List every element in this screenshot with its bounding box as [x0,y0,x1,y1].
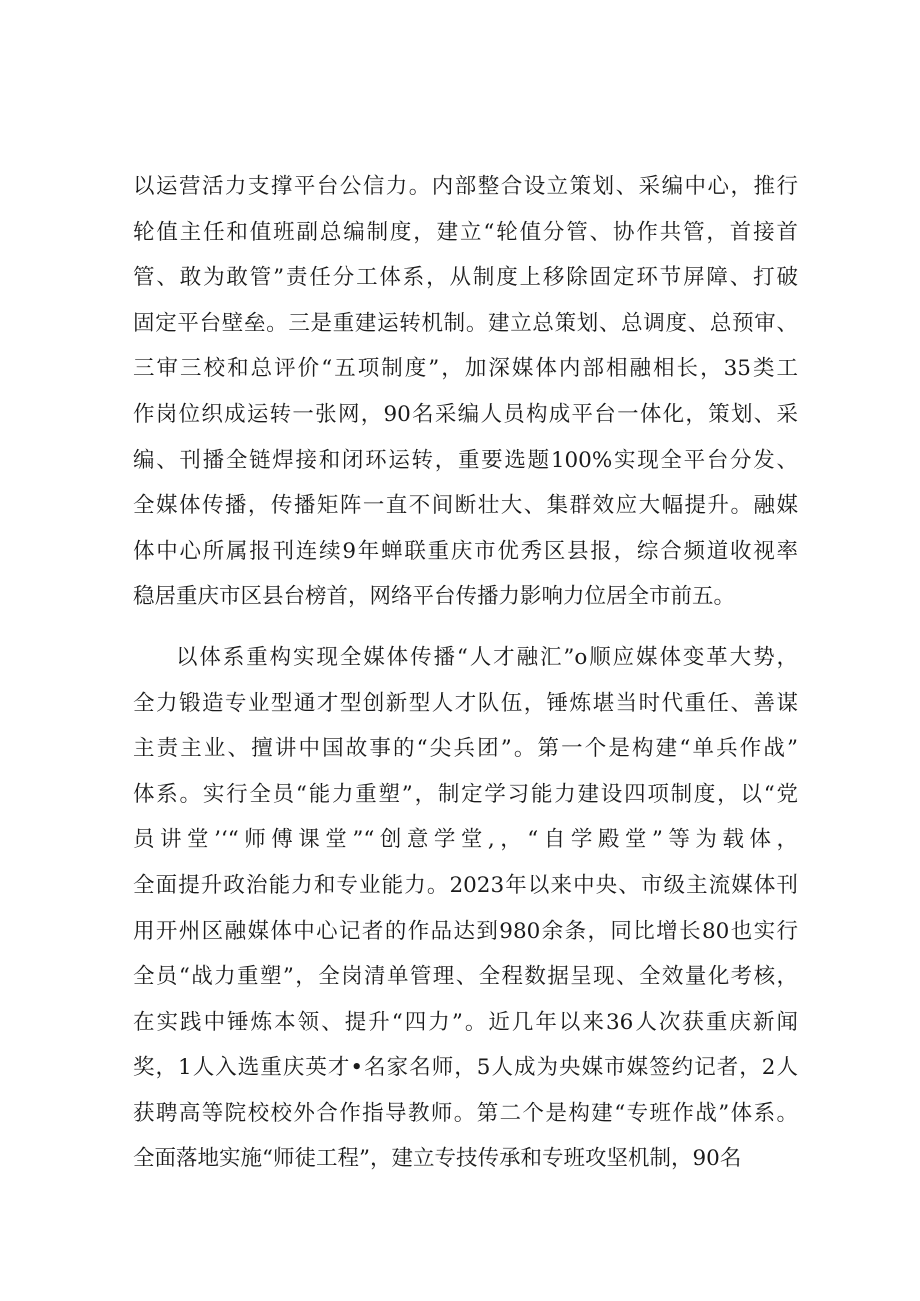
document-page [133,164,798,1182]
text-line: 用开州区融媒体中心记者的作品达到980余条，同比增长80也实行 [133,918,798,944]
text-line: 轮值主任和值班副总编制度，建立“轮值分管、协作共管，首接首 [133,219,798,245]
text-line: 主责主业、擅讲中国故事的“尖兵团”。第一个是构建“单兵作战” [133,736,798,762]
text-line: 以体系重构实现全媒体传播“人才融汇”o顺应媒体变革大势， [176,644,798,670]
text-line: 体系。实行全员“能力重塑”，制定学习能力建设四项制度，以“党 [133,781,798,807]
text-line: 获聘高等院校校外合作指导教师。第二个是构建“专班作战”体系。 [133,1100,798,1126]
text-line: 奖，1人入选重庆英才•名家名师，5人成为央媒市媒签约记者，2人 [133,1055,798,1081]
text-line: 全力锻造专业型通才型创新型人才队伍，锤炼堪当时代重任、善谋 [133,690,798,716]
text-line: 稳居重庆市区县台榜首，网络平台传播力影响力位居全市前五。 [133,584,736,610]
text-line: 员讲堂’‘“师傅课堂”“创意学堂,，“自学殿堂”等为载体， [133,827,798,853]
text-line: 全面落地实施“师徒工程”，建立专技传承和专班攻坚机制，90名 [133,1146,742,1172]
text-line: 全员“战力重塑”，全岗清单管理、全程数据呈现、全效量化考核， [133,964,798,990]
paragraph-1 [133,164,798,620]
text-line: 作岗位织成运转一张网，90名采编人员构成平台一体化，策划、采 [133,401,798,427]
text-line: 体中心所属报刊连续9年蝉联重庆市优秀区县报，综合频道收视率 [133,538,798,564]
text-line: 三审三校和总评价“五项制度”，加深媒体内部相融相长，35类工 [133,356,798,382]
text-line: 全媒体传播，传播矩阵一直不间断壮大、集群效应大幅提升。融媒 [133,493,798,519]
text-line: 编、刊播全链焊接和闭环运转，重要选题100%实现全平台分发、 [133,447,798,473]
text-line: 管、敢为敢管”责任分工体系，从制度上移除固定环节屏障、打破 [133,265,798,291]
text-line: 以运营活力支撑平台公信力。内部整合设立策划、采编中心，推行 [133,174,798,199]
text-line: 固定平台壁垒。三是重建运转机制。建立总策划、总调度、总预审、 [133,310,798,336]
text-line: 在实践中锤炼本领、提升“四力”。近几年以来36人次获重庆新闻 [133,1009,798,1035]
paragraph-2 [133,635,798,1182]
text-line: 全面提升政治能力和专业能力。2023年以来中央、市级主流媒体刊 [133,872,798,898]
